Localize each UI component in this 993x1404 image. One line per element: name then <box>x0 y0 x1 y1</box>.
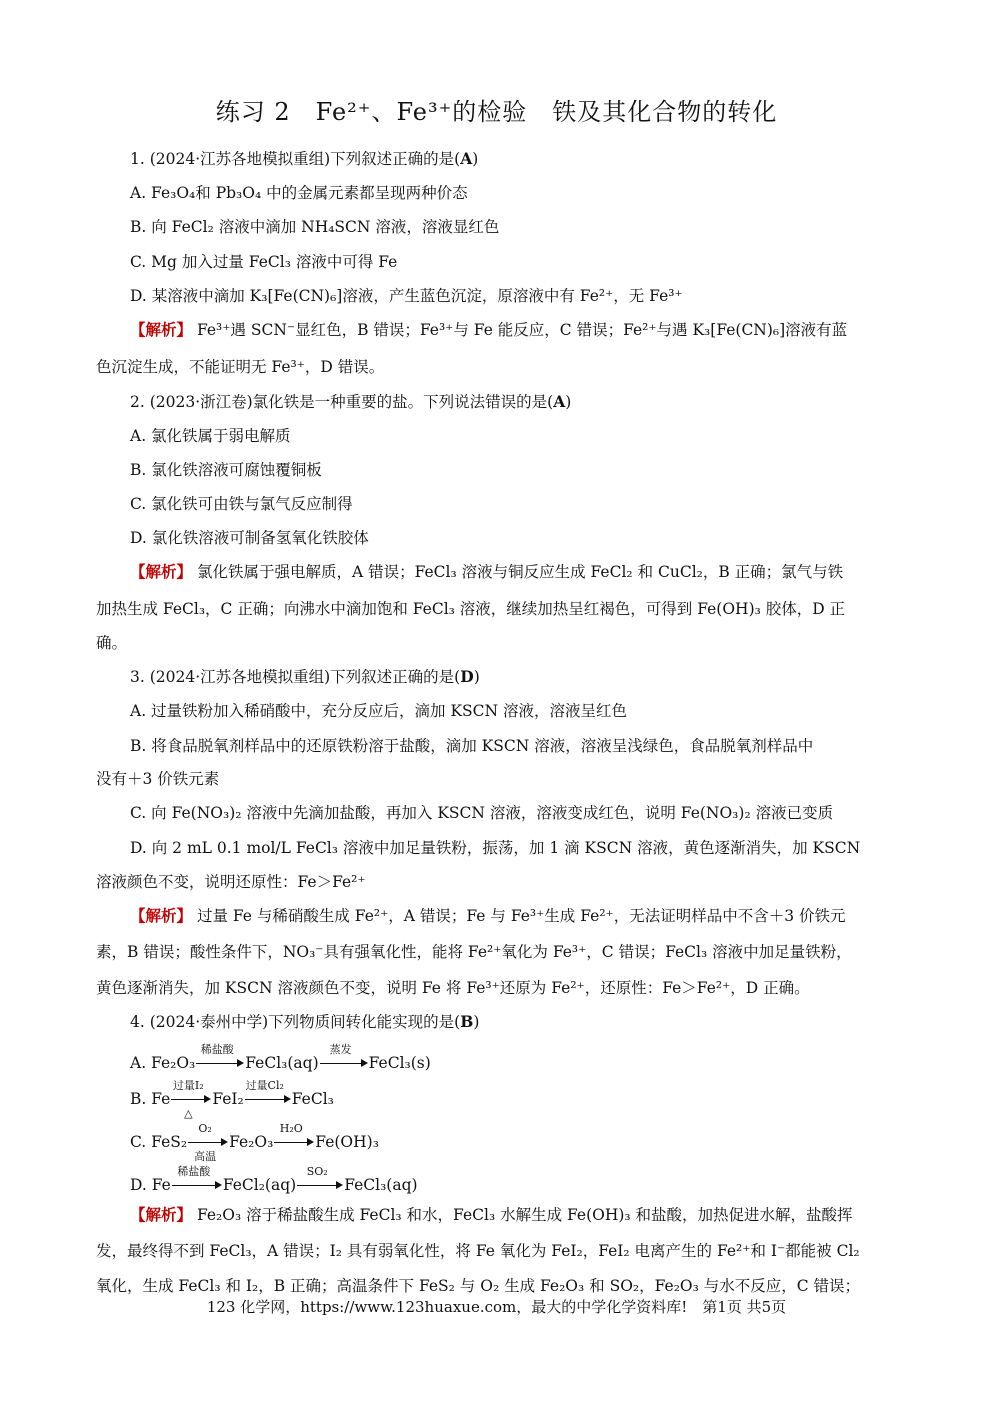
explanation-line <box>130 905 904 927</box>
page-footer: 123 化学网，https://www.123huaxue.com，最大的中学化学资料库! 第1页 共5页 <box>206 1298 787 1316</box>
option-b: B. 氯化铁溶液可腐蚀覆铜板 <box>130 461 322 479</box>
stem-close: ) <box>472 150 479 168</box>
answer: A <box>460 149 473 168</box>
question-2-stem <box>130 391 904 413</box>
arrow-condition: SO₂ <box>306 1165 328 1178</box>
arrow-condition-below: △ <box>184 1107 193 1120</box>
reactant: D. Fe <box>130 1176 171 1194</box>
explanation-line: 黄色逐渐消失，加 KSCN 溶液颜色不变，说明 Fe 将 Fe³⁺还原为 Fe²⁺，还原性：Fe＞Fe²⁺，D 正确。 <box>96 979 810 997</box>
option-b: B. 将食品脱氧剂样品中的还原铁粉溶于盐酸，滴加 KSCN 溶液，溶液呈浅绿色，食品脱氧剂样品中 <box>130 737 814 755</box>
product: FeCl₃(aq) <box>344 1176 418 1194</box>
explanation-line: 氧化，生成 FeCl₃ 和 I₂，B 正确；高温条件下 FeS₂ 与 O₂ 生成 Fe₂O₃ 和 SO₂，Fe₂O₃ 与水不反应，C 错误； <box>96 1277 861 1295</box>
option-d: D. 某溶液中滴加 K₃[Fe(CN)₆]溶液，产生蓝色沉淀，原溶液中有 Fe²⁺，无 Fe³⁺ <box>130 287 683 305</box>
option-b-cont: 没有＋3 价铁元素 <box>96 770 220 788</box>
arrow-condition: 稀盐酸 <box>177 1165 211 1178</box>
stem-text: 1. (2024·江苏各地模拟重组)下列叙述正确的是( <box>130 150 461 168</box>
arrow-condition: 稀盐酸 <box>200 1043 234 1056</box>
arrow-condition: 蒸发 <box>329 1043 352 1056</box>
reaction-arrow-icon <box>297 1165 343 1187</box>
explanation-line: 素，B 错误；酸性条件下，NO₃⁻具有强氧化性，能将 Fe²⁺氧化为 Fe³⁺，C 错误；FeCl₃ 溶液中加足量铁粉， <box>96 943 852 961</box>
option-c: C. 向 Fe(NO₃)₂ 溶液中先滴加盐酸，再加入 KSCN 溶液，溶液变成红色，说明 Fe(NO₃)₂ 溶液已变质 <box>130 804 834 822</box>
reaction-arrow-icon <box>171 1079 211 1120</box>
answer: A <box>553 392 566 411</box>
answer: D <box>460 667 474 686</box>
reactant: A. Fe₂O₃ <box>130 1054 196 1072</box>
explanation-text: Fe₂O₃ 溶于稀盐酸生成 FeCl₃ 和水，FeCl₃ 水解生成 Fe(OH)₃ 和盐酸，加热促进水解，盐酸挥 <box>192 1206 853 1224</box>
explanation-line: 色沉淀生成，不能证明无 Fe³⁺，D 错误。 <box>96 358 385 376</box>
explanation-label: 【解析】 <box>130 1205 193 1224</box>
reactant: C. FeS₂ <box>130 1133 188 1151</box>
arrow-condition: 过量I₂ <box>172 1079 204 1092</box>
reaction-arrow-icon <box>172 1165 222 1187</box>
explanation-line: 发，最终得不到 FeCl₃，A 错误；I₂ 具有弱氧化性，将 Fe 氧化为 FeI₂，FeI₂ 电离产生的 Fe²⁺和 I⁻都能被 Cl₂ <box>96 1242 860 1260</box>
reaction-arrow-icon <box>245 1079 291 1101</box>
reaction-arrow-icon <box>196 1043 244 1065</box>
stem-close: ) <box>473 668 480 686</box>
intermediate: FeCl₂(aq) <box>222 1176 297 1194</box>
option-a: A. Fe₃O₄和 Pb₃O₄ 中的金属元素都呈现两种价态 <box>130 184 468 202</box>
stem-text: 3. (2024·江苏各地模拟重组)下列叙述正确的是( <box>130 668 461 686</box>
option-d: D. 氯化铁溶液可制备氢氧化铁胶体 <box>130 529 369 547</box>
reaction-arrow-icon <box>274 1122 314 1144</box>
reactant: B. Fe <box>130 1090 171 1108</box>
explanation-label: 【解析】 <box>130 562 193 581</box>
question-1-stem <box>130 148 904 170</box>
product: FeCl₃ <box>291 1090 334 1108</box>
explanation-text: 氯化铁属于强电解质，A 错误；FeCl₃ 溶液与铜反应生成 FeCl₂ 和 CuCl₂，B 正确；氯气与铁 <box>192 563 844 581</box>
option-d <box>130 1165 904 1196</box>
stem-close: ) <box>473 1013 480 1031</box>
arrow-condition: O₂ <box>198 1122 212 1135</box>
option-a: A. 氯化铁属于弱电解质 <box>130 427 291 445</box>
option-c: C. Mg 加入过量 FeCl₃ 溶液中可得 Fe <box>130 253 398 271</box>
product: FeCl₃(s) <box>368 1054 431 1072</box>
answer: B <box>460 1012 474 1031</box>
explanation-line: 确。 <box>96 634 128 652</box>
option-d: D. 向 2 mL 0.1 mol/L FeCl₃ 溶液中加足量铁粉，振荡，加 1 滴 KSCN 溶液，黄色逐渐消失，加 KSCN <box>130 839 861 857</box>
explanation-line <box>130 319 904 341</box>
option-b: B. 向 FeCl₂ 溶液中滴加 NH₄SCN 溶液，溶液显红色 <box>130 218 500 236</box>
explanation-text: Fe³⁺遇 SCN⁻显红色，B 错误；Fe³⁺与 Fe 能反应，C 错误；Fe²⁺与遇 K₃[Fe(CN)₆]溶液有蓝 <box>192 321 848 339</box>
arrow-condition-below: 高温 <box>194 1150 217 1163</box>
option-c <box>130 1122 904 1163</box>
stem-text: 4. (2024·泰州中学)下列物质间转化能实现的是( <box>130 1013 461 1031</box>
arrow-condition: H₂O <box>279 1122 303 1135</box>
reaction-arrow-icon <box>320 1043 368 1065</box>
page-title: 练习 2 Fe²⁺、Fe³⁺的检验 铁及其化合物的转化 <box>215 98 778 126</box>
arrow-condition: 过量Cl₂ <box>245 1079 284 1092</box>
intermediate: FeI₂ <box>212 1090 244 1108</box>
option-b <box>130 1079 904 1120</box>
option-a <box>130 1043 904 1074</box>
option-a: A. 过量铁粉加入稀硝酸中，充分反应后，滴加 KSCN 溶液，溶液呈红色 <box>130 702 628 720</box>
stem-text: 2. (2023·浙江卷)氯化铁是一种重要的盐。下列说法错误的是( <box>130 393 554 411</box>
intermediate: FeCl₃(aq) <box>245 1054 319 1072</box>
stem-close: ) <box>565 393 572 411</box>
intermediate: Fe₂O₃ <box>229 1133 274 1151</box>
explanation-label: 【解析】 <box>130 906 193 925</box>
explanation-label: 【解析】 <box>130 320 193 339</box>
product: Fe(OH)₃ <box>315 1133 379 1151</box>
explanation-line: 加热生成 FeCl₃，C 正确；向沸水中滴加饱和 FeCl₃ 溶液，继续加热呈红褐色，可得到 Fe(OH)₃ 胶体，D 正 <box>96 600 846 618</box>
explanation-line <box>130 1204 904 1226</box>
reaction-arrow-icon <box>188 1122 228 1163</box>
question-4-stem <box>130 1011 904 1033</box>
explanation-text: 过量 Fe 与稀硝酸生成 Fe²⁺，A 错误；Fe 与 Fe³⁺生成 Fe²⁺，无法证明样品中不含＋3 价铁元 <box>192 907 846 925</box>
question-3-stem <box>130 666 904 688</box>
option-c: C. 氯化铁可由铁与氯气反应制得 <box>130 495 353 513</box>
explanation-line <box>130 561 904 583</box>
option-d-cont: 溶液颜色不变，说明还原性：Fe＞Fe²⁺ <box>96 873 366 891</box>
